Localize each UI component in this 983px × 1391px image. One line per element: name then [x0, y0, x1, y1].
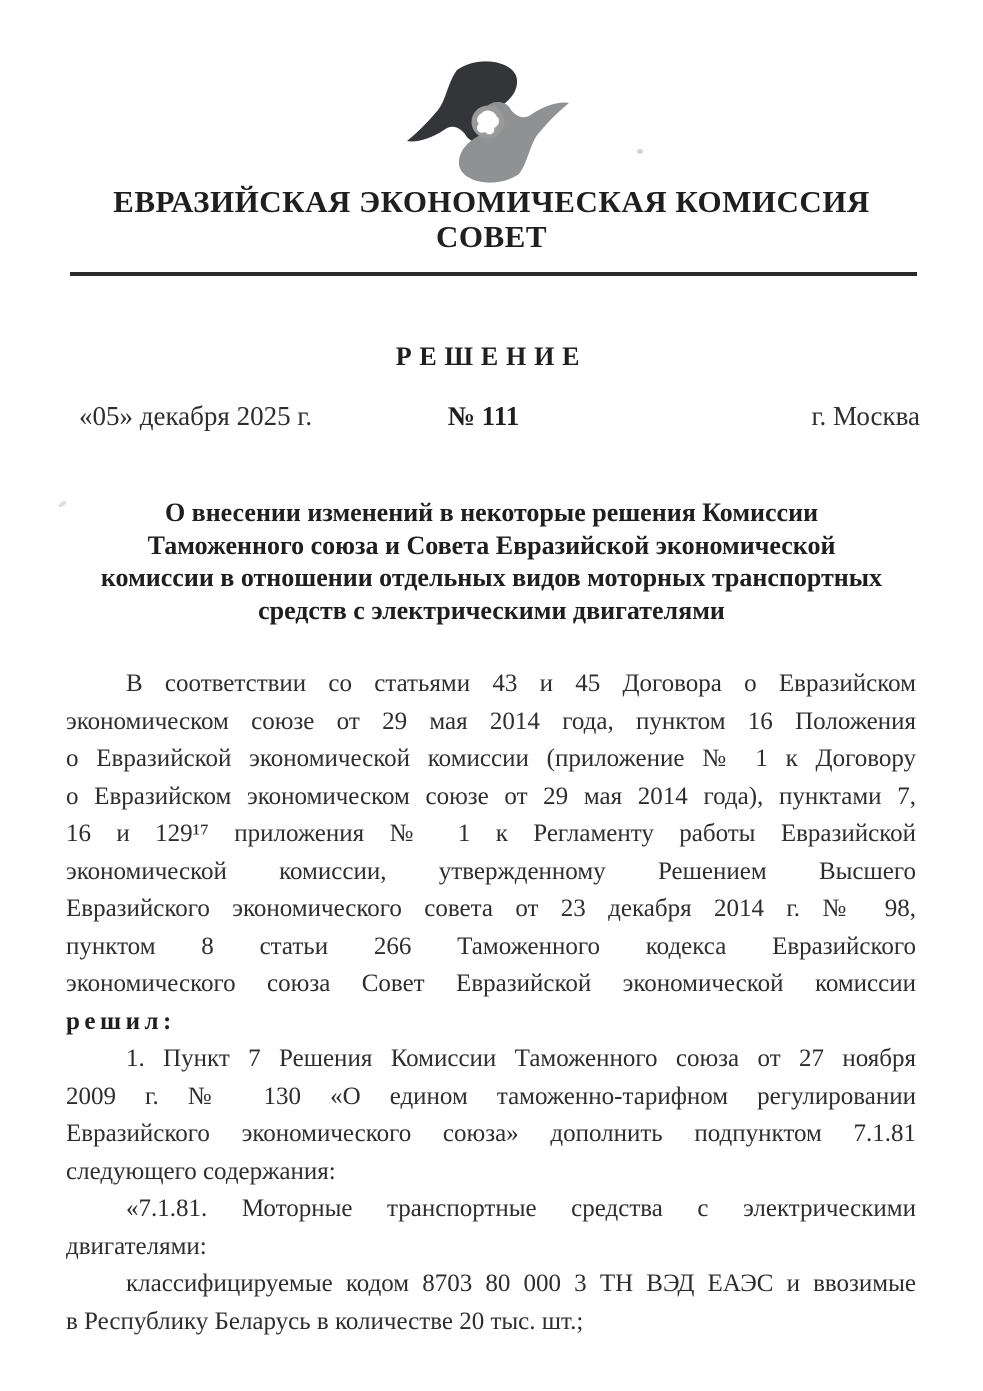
body-text-line: в Республику Беларусь в количестве 20 тыс. шт.;	[66, 1307, 584, 1335]
council-name: СОВЕТ	[435, 219, 548, 254]
body-text-line: пунктом 8 статьи 266 Таможенного кодекса Евразийского	[66, 932, 916, 960]
document-title-line: средств с электрическими двигателями	[258, 595, 725, 625]
decision-number: № 111	[447, 401, 520, 431]
body-text-line: экономического союза Совет Евразийской экономической комиссии	[66, 970, 916, 997]
body-text-line: 1. Пункт 7 Решения Комиссии Таможенного союза от 27 ноября	[126, 1045, 916, 1072]
doc-type-heading: РЕШЕНИЕ	[395, 342, 588, 371]
body-text-line: экономическом союзе от 29 мая 2014 года, пунктом 16 Положения	[66, 707, 916, 735]
document-title-line: Таможенного союза и Совета Евразийской экономической	[147, 530, 836, 560]
body-text-line: «7.1.81. Моторные транспортные средства с электрическими	[126, 1195, 916, 1222]
scan-artifact	[637, 149, 643, 154]
body-text-line: о Евразийской экономической комиссии (приложение № 1 к Договору	[66, 745, 916, 772]
body-text-line: следующего содержания:	[66, 1157, 336, 1185]
body-text-line: экономической комиссии, утвержденному Решением Высшего	[66, 857, 916, 885]
requisites-row	[0, 398, 983, 434]
document-title-line: комиссии в отношении отдельных видов моторных транспортных	[100, 563, 883, 592]
body-text-line: двигателями:	[66, 1232, 207, 1260]
body-text-line: В соответствии со статьями 43 и 45 Договора о Евразийском	[126, 670, 916, 697]
body-text-line: о Евразийском экономическом союзе от 29 мая 2014 года), пунктами 7,	[66, 782, 916, 810]
body-text-line: Евразийского экономического совета от 23 декабря 2014 г. № 98,	[66, 895, 916, 922]
decision-place: г. Москва	[811, 401, 920, 431]
eec-emblem-logo	[402, 60, 568, 182]
document-title	[40, 497, 943, 627]
decision-date: «05» декабря 2025 г.	[79, 401, 313, 431]
body-text-line: решил:	[66, 1007, 176, 1035]
document-body	[66, 665, 916, 1340]
org-name: ЕВРАЗИЙСКАЯ ЭКОНОМИЧЕСКАЯ КОМИССИЯ	[113, 184, 870, 219]
body-text-line: 2009 г. № 130 «О едином таможенно-тарифном регулировании	[66, 1082, 916, 1110]
body-text-line: Евразийского экономического союза» дополнить подпунктом 7.1.81	[66, 1120, 916, 1147]
eec-emblem-icon	[402, 60, 568, 182]
body-text-line: 16 и 129¹⁷ приложения № 1 к Регламенту работы Евразийской	[66, 820, 916, 847]
letterhead	[0, 184, 983, 254]
document-title-line: О внесении изменений в некоторые решения Комиссии	[164, 498, 819, 527]
body-text-line: классифицируемые кодом 8703 80 000 3 ТН ВЭД ЕАЭС и ввозимые	[126, 1270, 916, 1297]
letterhead-divider	[70, 272, 917, 276]
